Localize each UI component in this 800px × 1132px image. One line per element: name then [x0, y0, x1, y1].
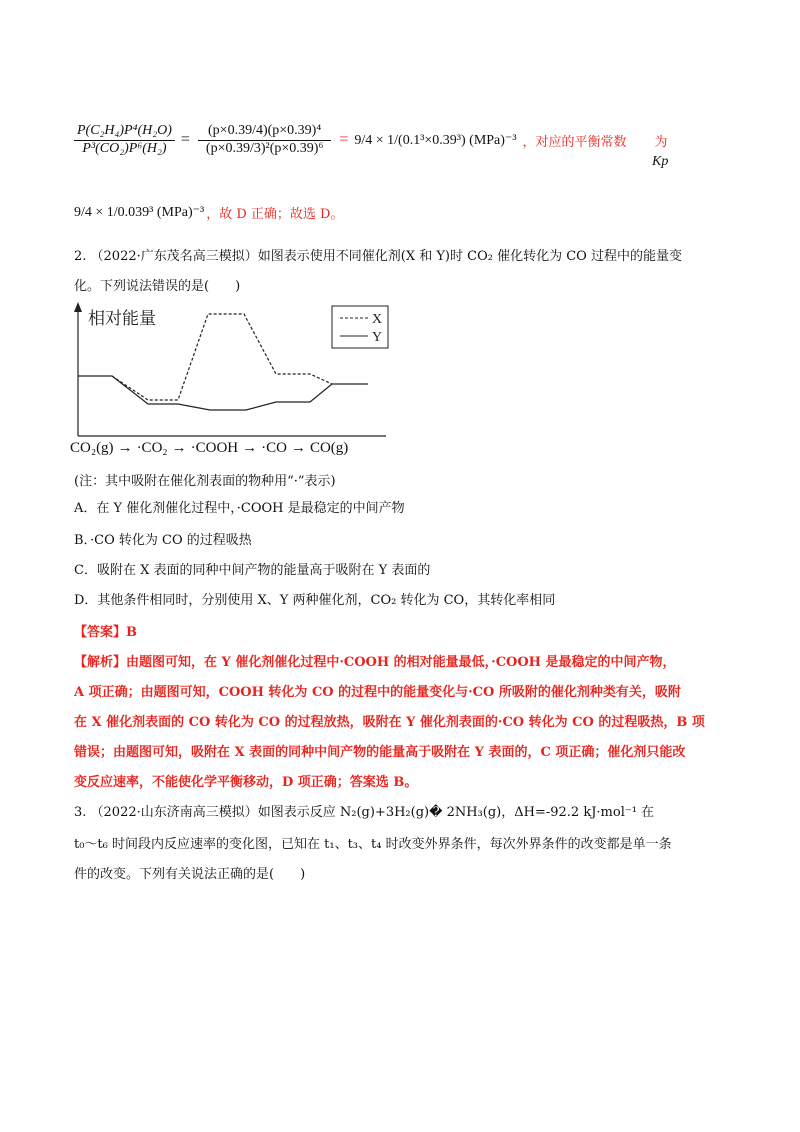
- arrow-icon: →: [171, 440, 187, 456]
- middle-fraction: [196, 123, 333, 158]
- arrow-icon: →: [242, 440, 258, 456]
- legend-y-label: Y: [372, 330, 383, 345]
- x-label-co2g: CO₂(g): [70, 440, 114, 456]
- series-y-path: [78, 376, 368, 410]
- arrow-icon: →: [117, 440, 133, 456]
- x-label-cooh: ·COOH: [190, 440, 239, 456]
- x-axis-labels: [70, 440, 348, 457]
- answer-label: 【答案】B: [74, 625, 137, 640]
- x-label-cog: CO(g): [309, 440, 349, 456]
- y-axis-arrow: [74, 302, 82, 312]
- equation-line-1: [74, 100, 668, 180]
- equals-sign-red: =: [339, 131, 349, 148]
- x-label-co-adsorbed: ·CO: [261, 440, 287, 456]
- q2-stem-line1: 2. （2022·广东茂名高三模拟）如图表示使用不同催化剂(X 和 Y)时 CO₂ 催化转化为 CO 过程中的能量变: [74, 249, 682, 264]
- option-c: C．吸附在 X 表面的同种中间产物的能量高于吸附在 Y 表面的: [74, 563, 431, 578]
- option-b: B．·CO 转化为 CO 的过程吸热: [74, 533, 252, 548]
- equation-line-2: [74, 194, 343, 230]
- line2-expression: 9/4 × 1/0.039³ (MPa)⁻³: [74, 204, 205, 220]
- analysis-line-5: 变反应速率，不能使化学平衡移动，D 项正确；答案选 B。: [74, 775, 418, 790]
- rhs-expression: 9/4 × 1/(0.1³×0.39³) (MPa)⁻³: [354, 132, 517, 148]
- lhs-fraction: [74, 123, 175, 158]
- q3-line3: 件的改变。下列有关说法正确的是( ): [74, 867, 306, 882]
- figure-note: (注：其中吸附在催化剂表面的物种用“·”表示): [74, 474, 336, 489]
- kp-word: 为: [654, 134, 668, 150]
- lhs-numerator: P(C₂H₄)P⁴(H₂O): [74, 123, 175, 141]
- q3-line2: t₀～t₆ 时间段内反应速率的变化图，已知在 t₁、t₃、t₄ 时改变外界条件，每次外界条件的改变都是单一条: [74, 837, 672, 852]
- line2-conclusion: ，故 D 正确；故选 D。: [206, 206, 344, 222]
- kp-symbol: Kp: [652, 154, 669, 169]
- q3-line1: 3. （2022·山东济南高三模拟）如图表示反应 N₂(g)+3H₂(g)� 2NH₃(g)，ΔH=-92.2 kJ·mol⁻¹ 在: [74, 805, 655, 820]
- middle-denominator: (p×0.39/3)²(p×0.39)⁶: [205, 140, 324, 156]
- equilibrium-constant-text: ，对应的平衡常数: [522, 134, 627, 150]
- analysis-line-1: 【解析】由题图可知，在 Y 催化剂催化过程中·COOH 的相对能量最低，·COOH 是最稳定的中间产物，: [74, 655, 676, 670]
- option-d: D．其他条件相同时，分别使用 X、Y 两种催化剂，CO₂ 转化为 CO，其转化率相同: [74, 593, 556, 608]
- arrow-icon: →: [290, 440, 306, 456]
- q2-stem-line2: 化。下列说法错误的是( ): [74, 279, 241, 294]
- analysis-line-3: 在 X 催化剂表面的 CO 转化为 CO 的过程放热，吸附在 Y 催化剂表面的·CO 转化为 CO 的过程吸热，B 项: [74, 715, 705, 730]
- x-label-co2-adsorbed: ·CO₂: [136, 440, 168, 456]
- analysis-line-2: A 项正确；由题图可知，COOH 转化为 CO 的过程中的能量变化与·CO 所吸附的催化剂种类有关，吸附: [74, 685, 681, 700]
- y-axis-label: 相对能量: [88, 309, 156, 329]
- lhs-denominator: P³(CO₂)P⁶(H₂): [82, 140, 167, 156]
- analysis-line-4: 错误；由题图可知，吸附在 X 表面的同种中间产物的能量高于吸附在 Y 表面的，C 项正确；催化剂只能改: [74, 745, 686, 760]
- legend-x-label: X: [372, 312, 383, 327]
- middle-numerator: (p×0.39/4)(p×0.39)⁴: [198, 123, 331, 141]
- option-a: A．在 Y 催化剂催化过程中，·COOH 是最稳定的中间产物: [74, 501, 405, 516]
- equals-sign: =: [180, 131, 190, 148]
